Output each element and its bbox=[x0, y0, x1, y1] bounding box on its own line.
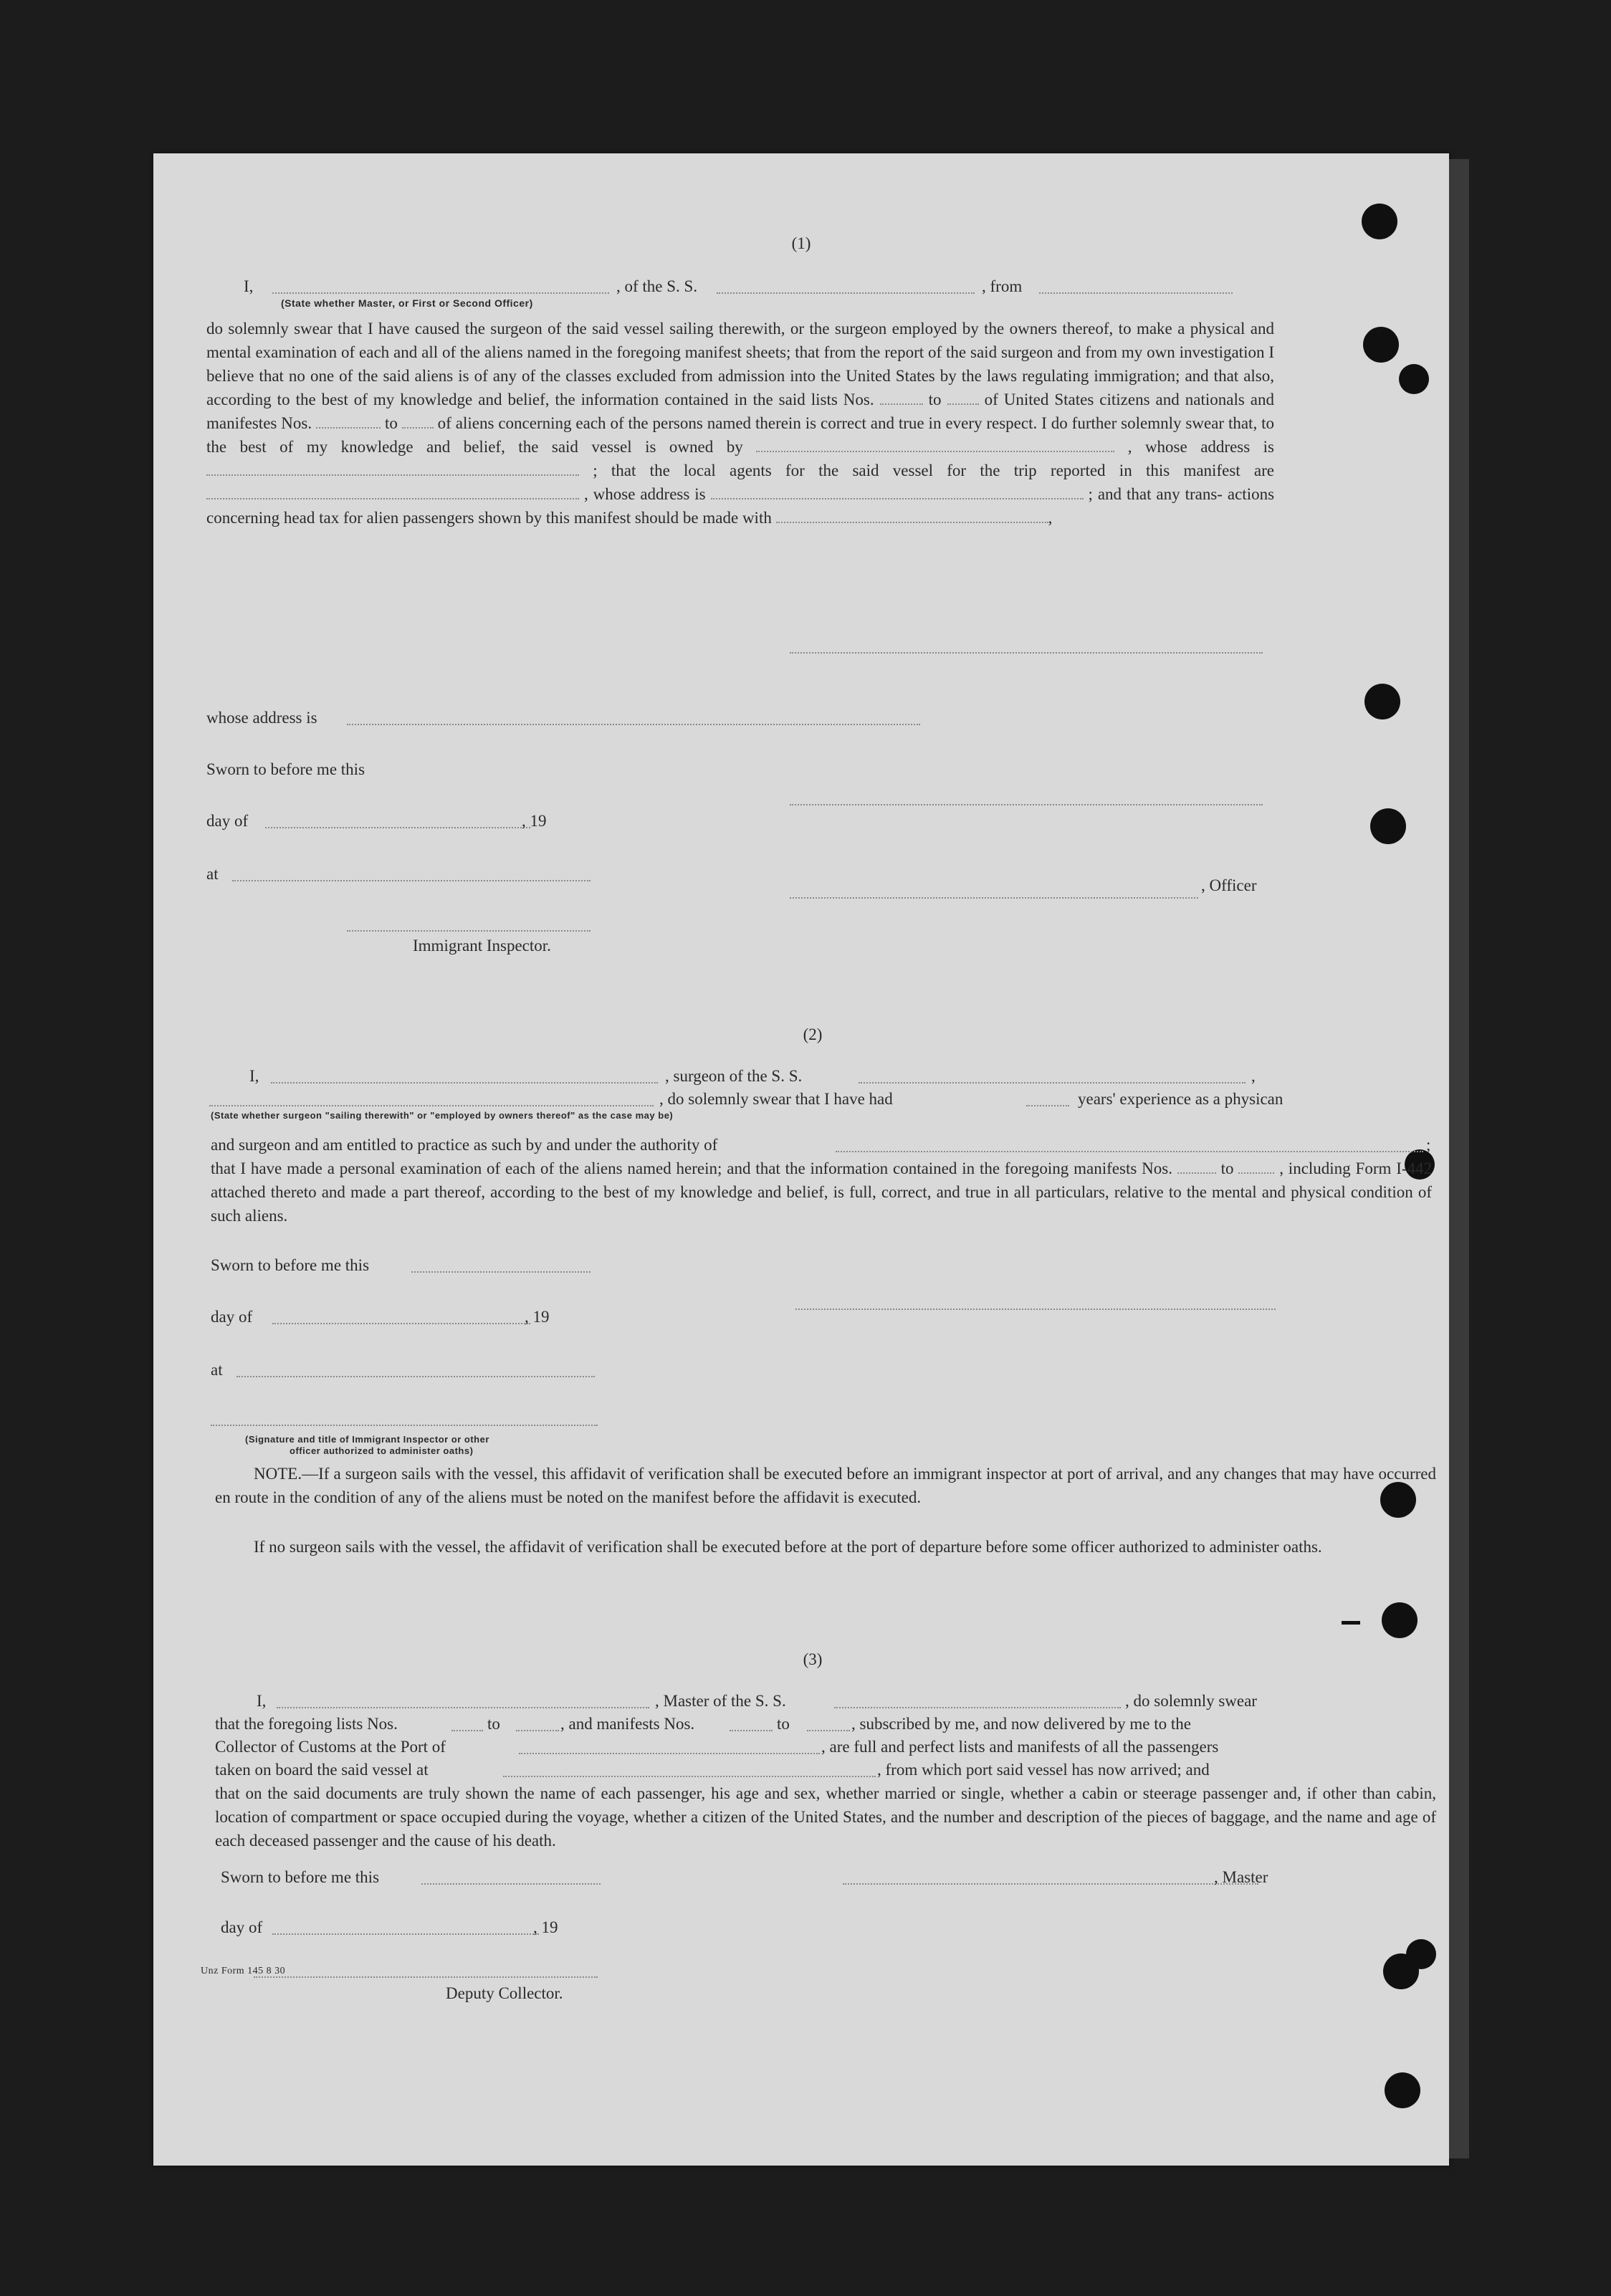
section-1-sworn: Sworn to before me this bbox=[206, 760, 365, 778]
blank-authority bbox=[836, 1151, 1423, 1152]
section-3-year: , 19 bbox=[533, 1918, 558, 1936]
section-3-day-of: day of bbox=[221, 1918, 263, 1936]
blank-surgeon-signature bbox=[795, 1309, 1276, 1310]
section-1-inspector: Immigrant Inspector. bbox=[413, 937, 551, 955]
blank-officer-signature-2 bbox=[790, 804, 1263, 805]
blank-sworn-3 bbox=[421, 1883, 601, 1885]
section-2-number: (2) bbox=[803, 1025, 823, 1043]
section-2-paragraph-1: and surgeon and am entitled to practice as such by and under the authority of bbox=[211, 1136, 718, 1154]
section-2-paragraph-2: that I have made a personal examination of each of the aliens named herein; and that the information contained in the foregoing manifests Nos. to , including Form I-442 attached thereto and made a part thereof, according to the best of my knowledge and belief, is full, correct, and true in all particulars, relative to the mental and physical condition of such aliens. bbox=[211, 1159, 1433, 1225]
blank-head-tax-address bbox=[347, 724, 920, 725]
punch-hole-4 bbox=[1364, 684, 1400, 719]
blank-sworn-2 bbox=[411, 1271, 591, 1273]
master-hint: (State whether Master, or First or Second Officer) bbox=[281, 297, 533, 309]
blank-inspector-signature-2 bbox=[211, 1425, 598, 1426]
blank-officer-rank bbox=[272, 292, 609, 294]
punch-hole-11 bbox=[1385, 2072, 1420, 2108]
section-3-sworn: Sworn to before me this bbox=[221, 1868, 380, 1886]
blank-officer-name bbox=[790, 897, 1198, 899]
section-1-day-of: day of bbox=[206, 812, 249, 830]
section-1-paragraph-1: do solemnly swear that I have caused the surgeon of the said vessel sailing therewith, or the surgeon employed by the owners thereof, to make a physical and mental examination of each and all of the aliens named in the foregoing manifest sheets; that from the report of the said surgeon and from my own investigation I believe that no one of the said aliens is of any of the classes excluded from admission into the United States by the laws regulating immigration; and that also, according to the best of my knowledge and belief, the information contained in the said lists Nos. to of United States citizens and nationals and manifestes Nos. to of aliens concerning each of the persons named therein is correct and true in every respect. I do further solemnly swear that, to the best of my knowledge and belief, the said vessel is owned by , whose address is ; that the local agents for the said vessel for the trip reported in this manifest are , whose address is ; and that any trans- actions concerning head tax for alien passengers shown by this manifest should be made with , bbox=[206, 320, 1275, 527]
section-2-at: at bbox=[211, 1361, 223, 1379]
form-number: Unz Form 145 8 30 bbox=[201, 1966, 286, 1976]
section-2-sworn: Sworn to before me this bbox=[211, 1256, 370, 1274]
punch-hole-5 bbox=[1370, 808, 1406, 844]
ink-mark bbox=[1342, 1621, 1360, 1625]
blank-at-place bbox=[232, 880, 591, 881]
blank-from-port bbox=[1039, 292, 1233, 294]
section-3-master: , Master bbox=[1214, 1868, 1268, 1886]
section-3-paragraph: that on the said documents are truly shown the name of each passenger, his age and sex, whether married or single, whether a cabin or steerage passenger and, if other than cabin, location of compartment or space occupied during the voyage, whether a citizen of the United States, and the number and description of the pieces of baggage, and the name and age of each deceased passenger and the cause of his death. bbox=[215, 1784, 1436, 1850]
signature-hint-2: officer authorized to administer oaths) bbox=[290, 1445, 474, 1456]
blank-officer-signature bbox=[790, 652, 1263, 654]
blank-day-3 bbox=[272, 1933, 539, 1935]
punch-hole-10 bbox=[1383, 1953, 1419, 1989]
punch-hole-3 bbox=[1399, 364, 1429, 394]
section-2-note-1: NOTE.—If a surgeon sails with the vessel, this affidavit of verification shall be executed before an immigrant inspector at port of arrival, and any changes that may have occurred en route in the condition of any of the aliens must be noted on the manifest before the affidavit is executed. bbox=[215, 1465, 1436, 1506]
section-3-number: (3) bbox=[803, 1650, 823, 1668]
manifest-form-page: (1) I, , of the S. S. , from (State whether Master, or First or Second Officer) do solemnly swear that I have caused the surgeon of the said vessel sailing therewith, or the surgeon employed by the owners thereof, to make a physical and mental examination of each and all of the aliens named in the foregoing manifest sheets; that from the report of the said surgeon and from my own investigation I believe that no one of the said aliens is of any of the classes excluded from admission into the United States by the laws regulating immigration; and that also, according to the best of my knowledge and belief, the information contained in the said lists Nos. to of United States citizens and nationals and manifestes Nos. to of aliens concerning each of the persons named therein is correct and true in every respect. I do further solemnly swear that, to the best of my knowledge and belief, the said vessel is owned by , whose address is ; that the local agents for the said vessel for the trip reported in this manifest are , whose address is ; and that any trans- actions concerning head tax for alien passengers shown by this manifest should be made with , whose address is Sworn to before me this day of , 19 at , Officer Immigrant Inspector. (2) I, , surgeon of the S. S. , , do solemnly swear that I have had years' experience as a physican (State whether surgeon "sailing therewith" or "employed by owners thereof" as the case may be) and surgeon and am entitled to practice as such by and under the authority of ; that I have made a personal examination of each of the aliens named herein; and that the information contained in the foregoing manifests Nos. to , including Form I-442 attached thereto and made a part thereof, according to the best of my knowledge and belief, is full, correct, and true in all particulars, relative to the mental and physical condition of such aliens. Sworn to before me this day of , 19 at (Signature and title of Immigrant Inspector or other officer authorized to administer oaths) NOTE.—If a surgeon sails with the vessel, this affidavit of verification shall be executed before an immigrant inspector at port of arrival, and any changes that may have occurred en route in the condition of any of the aliens must be noted on the manifest before the affidavit is executed. If no surgeon sails with the vessel, the affidavit of verification shall be executed before at the port of departure before some officer authorized to administer oaths. (3) I, , Master of the S. S. , do solemnly swear that the foregoing lists Nos. to , and manifests Nos. to , subscribed by me, and now delivered by me to the Collector of Customs at the Port of , are full and perfect lists and manifests of all the passengers taken on board the said vessel at , from which port said vessel has now arrived; and that on the said documents are truly shown the name of each passenger, his age and sex, whether married or single, whether a cabin or steerage passenger and, if other than cabin, location of compartment or space occupied during the voyage, whether a citizen of the United States, and the number and description of the pieces of baggage, and the name and age of each deceased passenger and the cause of his death. Sworn to before me this , Master day of , 19 Deputy Collector. Unz Form 145 8 30 bbox=[153, 153, 1449, 2166]
section-1-at: at bbox=[206, 865, 219, 883]
section-2-day-of: day of bbox=[211, 1308, 253, 1326]
section-1-address-line: whose address is bbox=[206, 709, 317, 727]
section-1-number: (1) bbox=[791, 234, 811, 252]
blank-inspector-signature bbox=[347, 930, 591, 932]
punch-hole-2 bbox=[1363, 327, 1399, 363]
blank-at-place-2 bbox=[236, 1376, 595, 1377]
blank-master-signature bbox=[843, 1883, 1258, 1885]
blank-day-2 bbox=[272, 1323, 530, 1324]
section-2-year: , 19 bbox=[525, 1308, 550, 1326]
blank-vessel-name bbox=[717, 292, 975, 294]
blank-collector-signature bbox=[254, 1976, 598, 1978]
section-3-collector: Deputy Collector. bbox=[446, 1984, 563, 2002]
section-1-officer: , Officer bbox=[1201, 876, 1257, 894]
signature-hint-1: (Signature and title of Immigrant Inspector or other bbox=[245, 1434, 489, 1445]
section-1-year: , 19 bbox=[522, 812, 547, 830]
surgeon-hint: (State whether surgeon "sailing therewith" or "employed by owners thereof" as the case may be) bbox=[211, 1110, 674, 1121]
blank-day bbox=[265, 827, 530, 828]
punch-hole-8 bbox=[1382, 1602, 1418, 1638]
section-2-note-2: If no surgeon sails with the vessel, the affidavit of verification shall be executed before at the port of departure before some officer authorized to administer oaths. bbox=[254, 1538, 1322, 1556]
